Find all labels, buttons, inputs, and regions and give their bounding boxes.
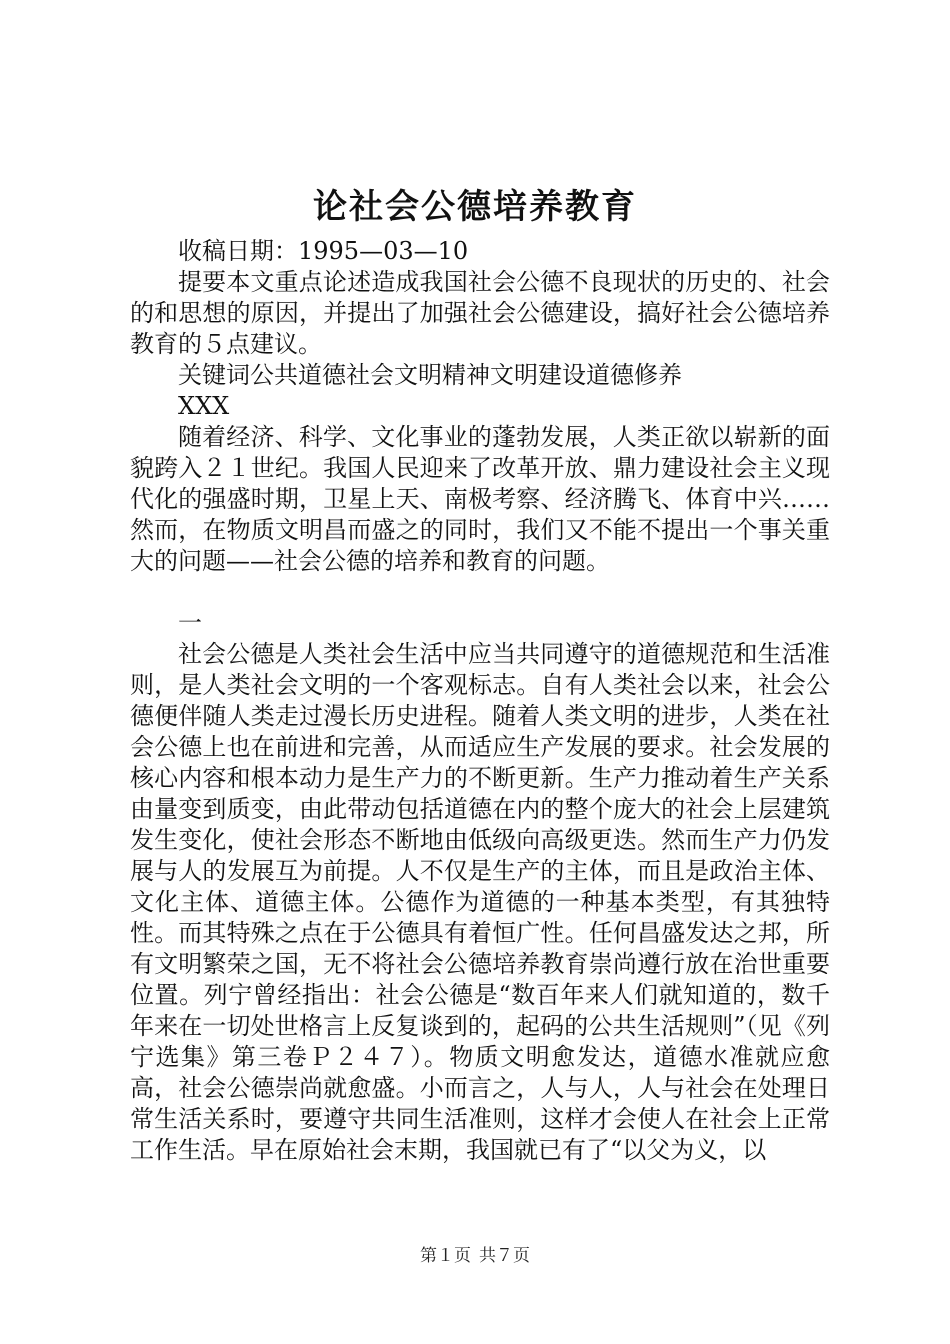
author-line: XXX bbox=[178, 392, 230, 420]
page-total: 共７页 bbox=[479, 1246, 530, 1266]
abstract-paragraph: 提要本文重点论述造成我国社会公德不良现状的历史的、社会的和思想的原因，并提出了加强社会公德建设，搞好社会公德培养教育的５点建议。 bbox=[130, 268, 830, 358]
page-number: 第１页 bbox=[420, 1246, 471, 1266]
keywords-line: 关键词公共道德社会文明精神文明建设道德修养 bbox=[178, 361, 682, 389]
intro-paragraph: 随着经济、科学、文化事业的蓬勃发展，人类正欲以崭新的面貌跨入２１世纪。我国人民迎来了改革开放、鼎力建设社会主义现代化的强盛时期，卫星上天、南极考察、经济腾飞、体育中兴……然而，在物质文明昌而盛之的同时，我们又不能不提出一个事关重大的问题——社会公德的培养和教育的问题。 bbox=[130, 423, 830, 575]
section-paragraph: 社会公德是人类社会生活中应当共同遵守的道德规范和生活准则，是人类社会文明的一个客观标志。自有人类社会以来，社会公德便伴随人类走过漫长历史进程。随着人类文明的进步，人类在社会公德上也在前进和完善，从而适应生产发展的要求。社会发展的核心内容和根本动力是生产力的不断更新。生产力推动着生产关系由量变到质变，由此带动包括道德在内的整个庞大的社会上层建筑发生变化，使社会形态不断地由低级向高级更迭。然而生产力仍发展与人的发展互为前提。人不仅是生产的主体，而且是政治主体、文化主体、道德主体。公德作为道德的一种基本类型，有其独特性。而其特殊之点在于公德具有着恒广性。任何昌盛发达之邦，所有文明繁荣之国，无不将社会公德培养教育崇尚遵行放在治世重要位置。列宁曾经指出：社会公德是“数百年来人们就知道的，数千年来在一切处世格言上反复谈到的，起码的公共生活规则”（见《列宁选集》第三卷Ｐ２４７）。物质文明愈发达，道德水准就应愈高，社会公德崇尚就愈盛。小而言之，人与人，人与社会在处理日常生活关系时，要遵守共同生活准则，这样才会使人在社会上正常工作生活。早在原始社会末期，我国就已有了“以父为义，以 bbox=[130, 640, 830, 1164]
document-title: 论社会公德培养教育 bbox=[313, 187, 637, 227]
section-number: 一 bbox=[178, 609, 202, 637]
page-footer bbox=[0, 1245, 950, 1267]
received-date: 收稿日期：1995—03—10 bbox=[178, 237, 469, 265]
document-body bbox=[130, 236, 830, 1166]
